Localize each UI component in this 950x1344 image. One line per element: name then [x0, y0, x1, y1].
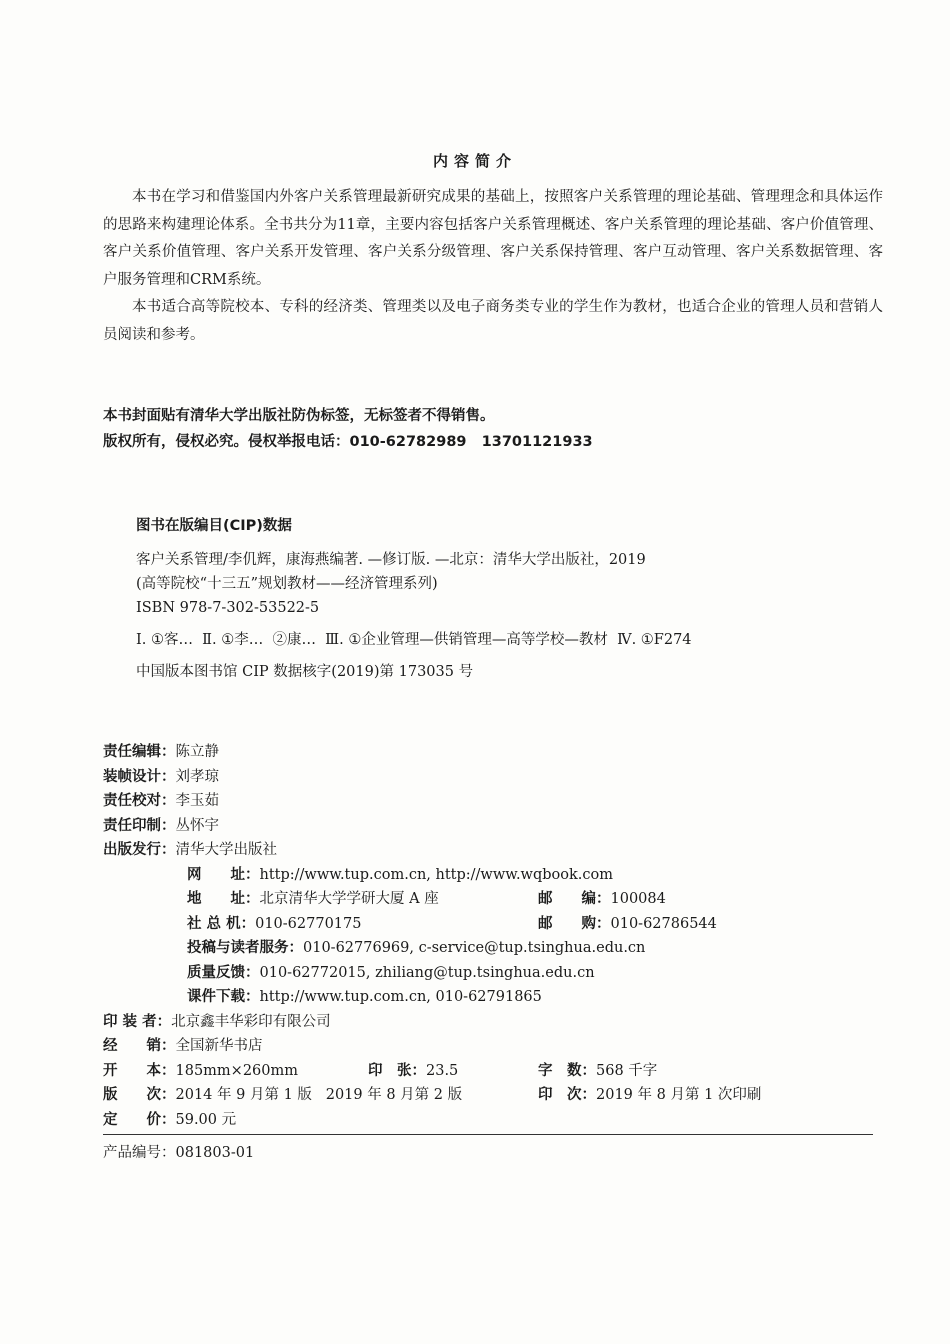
credit-feedback — [103, 961, 645, 986]
credit-label: 开 本： — [103, 1062, 176, 1079]
cip-line-4: Ⅰ. ①客… Ⅱ. ①李… ②康… Ⅲ. ①企业管理—供销管理—高等学校—教材 Ⅳ. ①F274 — [136, 632, 692, 648]
credit-mail-order — [538, 912, 717, 937]
credit-label: 装帧设计： — [103, 768, 176, 785]
credit-format — [103, 1059, 658, 1084]
credit-label: 课件下载： — [187, 989, 260, 1005]
credit-publisher — [103, 838, 645, 863]
credit-value: 010-62770175 — [255, 915, 362, 932]
credit-label: 经 销： — [103, 1038, 176, 1054]
credit-value: 北京鑫丰华彩印有限公司 — [171, 1013, 331, 1030]
anti-piracy-notice — [103, 403, 593, 455]
credit-web — [103, 863, 645, 888]
credit-label: 版 次： — [103, 1087, 176, 1103]
divider-rule — [103, 1134, 873, 1135]
credit-value: 2019 年 8 月第 1 次印刷 — [596, 1087, 762, 1103]
credit-label: 邮 编： — [538, 891, 611, 907]
credit-design — [103, 765, 645, 790]
credit-value: http://www.tup.com.cn, 010-62791865 — [259, 989, 542, 1005]
credit-label: 质量反馈： — [187, 964, 260, 981]
cip-line-3: ISBN 978-7-302-53522-5 — [136, 600, 320, 616]
credit-label: 责任印制： — [103, 817, 176, 834]
credit-edition — [103, 1083, 762, 1108]
credit-print-resp — [103, 814, 645, 839]
credit-value: 李玉茹 — [175, 793, 219, 809]
credit-value: 北京清华大学学研大厦 A 座 — [259, 891, 439, 907]
product-code-value: 081803-01 — [175, 1145, 255, 1161]
credit-label: 社 总 机： — [187, 915, 256, 932]
credit-label: 邮 购： — [538, 915, 611, 932]
credit-words — [538, 1059, 657, 1084]
cip-line-1: 客户关系管理/李仉辉，康海燕编著. —修订版. —北京：清华大学出版社，2019 — [136, 552, 646, 568]
credit-value: 23.5 — [426, 1062, 459, 1079]
credit-editor — [103, 740, 645, 765]
credit-label: 印 装 者： — [103, 1013, 172, 1030]
cip-line-2: (高等院校“十三五”规划教材——经济管理系列) — [136, 576, 438, 592]
credit-label: 地 址： — [187, 891, 260, 907]
credit-value: 全国新华书店 — [175, 1038, 263, 1054]
credit-download — [103, 985, 645, 1010]
credit-value: 丛怀宇 — [175, 817, 219, 834]
credit-value: 010-62776969, c-service@tup.tsinghua.edu.cn — [303, 940, 646, 956]
credit-label: 投稿与读者服务： — [187, 940, 303, 956]
intro-paragraph-1: 本书在学习和借鉴国内外客户关系管理最新研究成果的基础上，按照客户关系管理的理论基础、管理理念和具体运作的思路来构建理论体系。全书共分为11章，主要内容包括客户关系管理概述、客户关系管理的理论基础、客户价值管理、客户关系价值管理、客户关系开发管理、客户关系分级管理、客户关系保持管理、客户互动管理、客户关系数据管理、客户服务管理和CRM系统。 — [103, 189, 883, 288]
cip-title: 图书在版编目(CIP)数据 — [136, 518, 292, 534]
credit-label: 字 数： — [538, 1062, 596, 1079]
credit-service — [103, 936, 645, 961]
credit-value: 568 千字 — [596, 1062, 658, 1079]
credit-value: 010-62786544 — [610, 915, 717, 932]
credit-label: 定 价： — [103, 1111, 176, 1128]
credit-price — [103, 1108, 645, 1133]
credit-label: 责任编辑： — [103, 744, 176, 760]
credit-value: 100084 — [610, 891, 666, 907]
credit-zip — [538, 887, 666, 912]
credit-value: 陈立静 — [175, 744, 219, 760]
credit-sheets — [368, 1059, 458, 1084]
credit-printer — [103, 1010, 645, 1035]
credit-value: 清华大学出版社 — [175, 842, 277, 858]
credit-value: 59.00 元 — [175, 1111, 237, 1128]
credit-label: 印 张： — [368, 1062, 426, 1079]
intro-body — [103, 184, 883, 349]
product-code-label: 产品编号： — [103, 1145, 176, 1161]
credit-value: 刘孝琼 — [175, 768, 219, 785]
credit-value: 185mm×260mm — [175, 1062, 298, 1079]
cip-block — [136, 548, 896, 684]
credit-value: 010-62772015, zhiliang@tup.tsinghua.edu.cn — [259, 964, 595, 981]
credit-proof — [103, 789, 645, 814]
intro-title: 内容简介 — [432, 152, 517, 170]
credit-seller — [103, 1034, 645, 1059]
intro-paragraph-2: 本书适合高等院校本、专科的经济类、管理类以及电子商务类专业的学生作为教材，也适合企业的管理人员和营销人员阅读和参考。 — [103, 299, 883, 343]
notice-line-1: 本书封面贴有清华大学出版社防伪标签，无标签者不得销售。 — [103, 408, 495, 424]
credits-block — [103, 740, 762, 1132]
notice-line-2: 版权所有，侵权必究。侵权举报电话：010-62782989 13701121933 — [103, 434, 593, 450]
credit-switchboard — [103, 912, 717, 937]
product-code — [103, 1141, 254, 1162]
credit-value: http://www.tup.com.cn, http://www.wqbook.com — [259, 866, 613, 883]
credit-printing — [538, 1083, 761, 1108]
cip-line-5: 中国版本图书馆 CIP 数据核字(2019)第 173035 号 — [136, 664, 474, 680]
credit-value: 2014 年 9 月第 1 版 2019 年 8 月第 2 版 — [175, 1087, 463, 1103]
credit-label: 印 次： — [538, 1087, 596, 1103]
credit-address — [103, 887, 666, 912]
credit-label: 出版发行： — [103, 842, 176, 858]
credit-label: 责任校对： — [103, 793, 176, 809]
credit-label: 网 址： — [187, 866, 260, 883]
